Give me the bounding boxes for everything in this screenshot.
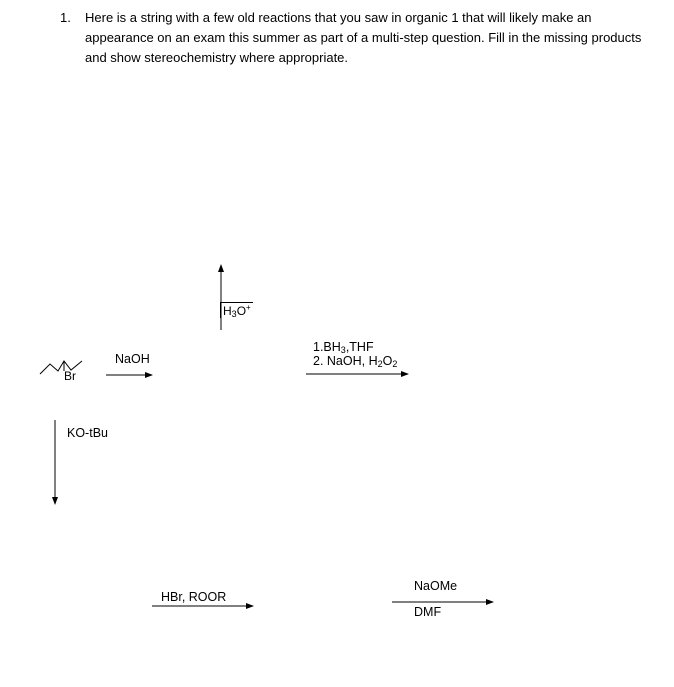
reagent-naoh: NaOH xyxy=(115,352,150,366)
question-text: Here is a string with a few old reactions that you saw in organic 1 that will likely make an appearance on an exam this summer as part of a multi-step question. Fill in the missing products and show stereochemistry where appropriate. xyxy=(85,10,642,65)
hydroboration-step-2: 2. NaOH, $H_2O_2$ xyxy=(313,354,398,369)
reagent-kotbu: KO-tBu xyxy=(67,426,108,440)
question-number: 1. xyxy=(60,10,71,25)
reagent-hbr-roor: HBr, ROOR xyxy=(161,590,227,604)
reagent-h3o: $H_3O^+$ xyxy=(220,302,253,318)
reagent-naome: NaOMe xyxy=(414,579,458,593)
hydroboration-step-1: $1.BH_3,THF$ xyxy=(313,340,374,355)
reagent-dmf: DMF xyxy=(414,605,442,619)
bromine-label: Br xyxy=(64,369,76,383)
reagent-hydroboration xyxy=(313,340,397,368)
